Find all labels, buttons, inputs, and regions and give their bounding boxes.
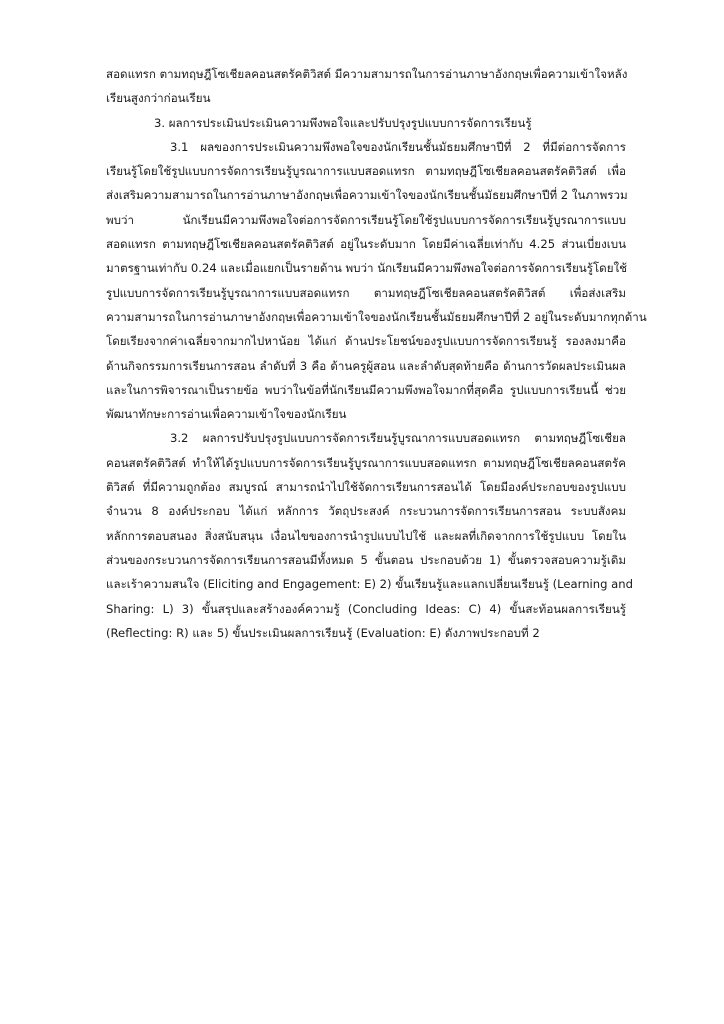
paragraph-line: ส่วนของกระบวนการจัดการเรียนการสอนมีทั้งหมด 5 ขั้นตอน ประกอบด้วย 1) ขั้นตรวจสอบความรู้เดิม	[106, 552, 626, 567]
body-text	[106, 62, 647, 645]
paragraph-line: เรียนสูงกว่าก่อนเรียน	[106, 91, 211, 106]
subsection-first-line: 3.1 ผลของการประเมินความพึงพอใจของนักเรียนชั้นมัธยมศึกษาปีที่ 2 ที่มีต่อการจัดการ	[170, 139, 626, 154]
paragraph-line: มาตรฐานเท่ากับ 0.24 และเมื่อแยกเป็นรายด้าน พบว่า นักเรียนมีความพึงพอใจต่อการจัดการเรียนรู้โดยใช้	[106, 261, 628, 276]
paragraph-line: (Reflecting: R) และ 5) ขั้นประเมินผลการเรียนรู้ (Evaluation: E) ดังภาพประกอบที่ 2	[106, 625, 540, 640]
paragraph-line: และในการพิจารณาเป็นรายข้อ พบว่าในข้อที่นักเรียนมีความพึงพอใจมากที่สุดคือ รูปแบบการเรียนนี้ ช่วย	[106, 382, 626, 397]
paragraph-line: จำนวน 8 องค์ประกอบ ได้แก่ หลักการ วัตถุประสงค์ กระบวนการจัดการเรียนการสอน ระบบสังคม	[106, 504, 626, 519]
section-heading: 3. ผลการประเมินประเมินความพึงพอใจและปรับปรุงรูปแบบการจัดการเรียนรู้	[154, 115, 532, 130]
paragraph-line: คอนสตรัคติวิสต์ ทำให้ได้รูปแบบการจัดการเรียนรู้บูรณาการแบบสอดแทรก ตามทฤษฎีโซเชียลคอนสตรัค	[106, 455, 626, 470]
paragraph-line: ความสามารถในการอ่านภาษาอังกฤษเพื่อความเข้าใจของนักเรียนชั้นมัธยมศึกษาปีที่ 2 อยู่ในระดับมากทุกด้าน	[106, 309, 647, 324]
paragraph-line: ส่งเสริมความสามารถในการอ่านภาษาอังกฤษเพื่อความเข้าใจของนักเรียนชั้นมัธยมศึกษาปีที่ 2 ในภาพรวม	[106, 188, 628, 203]
paragraph-line: โดยเรียงจากค่าเฉลี่ยจากมากไปหาน้อย ได้แก่ ด้านประโยชน์ของรูปแบบการจัดการเรียนรู้ รองลงมาคือ	[106, 334, 626, 349]
paragraph-line: หลักการตอบสนอง สิ่งสนับสนุน เงื่อนไขของการนำรูปแบบไปใช้ และผลที่เกิดจากการใช้รูปแบบ โดยใน	[106, 528, 626, 543]
paragraph-line: ติวิสต์ ที่มีความถูกต้อง สมบูรณ์ สามารถนำไปใช้จัดการเรียนการสอนได้ โดยมีองค์ประกอบของรูปแบบ	[106, 480, 626, 495]
paragraph-line: พัฒนาทักษะการอ่านเพื่อความเข้าใจของนักเรียน	[106, 407, 347, 422]
paragraph-line: ด้านกิจกรรมการเรียนการสอน ลำดับที่ 3 คือ ด้านครูผู้สอน และลำดับสุดท้ายคือ ด้านการวัดผลประเมินผล	[106, 358, 626, 373]
paragraph-line: พบว่า นักเรียนมีความพึงพอใจต่อการจัดการเรียนรู้โดยใช้รูปแบบการจัดการเรียนรู้บูรณาการแบบ	[106, 212, 626, 227]
subsection-first-line: 3.2 ผลการปรับปรุงรูปแบบการจัดการเรียนรู้บูรณาการแบบสอดแทรก ตามทฤษฎีโซเชียล	[170, 431, 626, 446]
paragraph-line: Sharing: L) 3) ขั้นสรุปและสร้างองค์ความรู้ (Concluding Ideas: C) 4) ขั้นสะท้อนผลการเรียนรู้	[106, 601, 626, 616]
paragraph-line: เรียนรู้โดยใช้รูปแบบการจัดการเรียนรู้บูรณาการแบบสอดแทรก ตามทฤษฎีโซเชียลคอนสตรัคติวิสต์ เพื่อ	[106, 164, 626, 179]
paragraph-line: สอดแทรก ตามทฤษฎีโซเชียลคอนสตรัคติวิสต์ มีความสามารถในการอ่านภาษาอังกฤษเพื่อความเข้าใจหลัง	[106, 67, 628, 81]
paragraph-line: และเร้าความสนใจ (Eliciting and Engagement: E) 2) ขั้นเรียนรู้และแลกเปลี่ยนเรียนรู้ (Learning and	[106, 577, 633, 592]
paragraph-line: รูปแบบการจัดการเรียนรู้บูรณาการแบบสอดแทรก ตามทฤษฎีโซเชียลคอนสตรัคติวิสต์ เพื่อส่งเสริม	[106, 285, 626, 300]
paragraph-line: สอดแทรก ตามทฤษฎีโซเชียลคอนสตรัคติวิสต์ อยู่ในระดับมาก โดยมีค่าเฉลี่ยเท่ากับ 4.25 ส่วนเบี่ยงเบน	[106, 237, 626, 252]
